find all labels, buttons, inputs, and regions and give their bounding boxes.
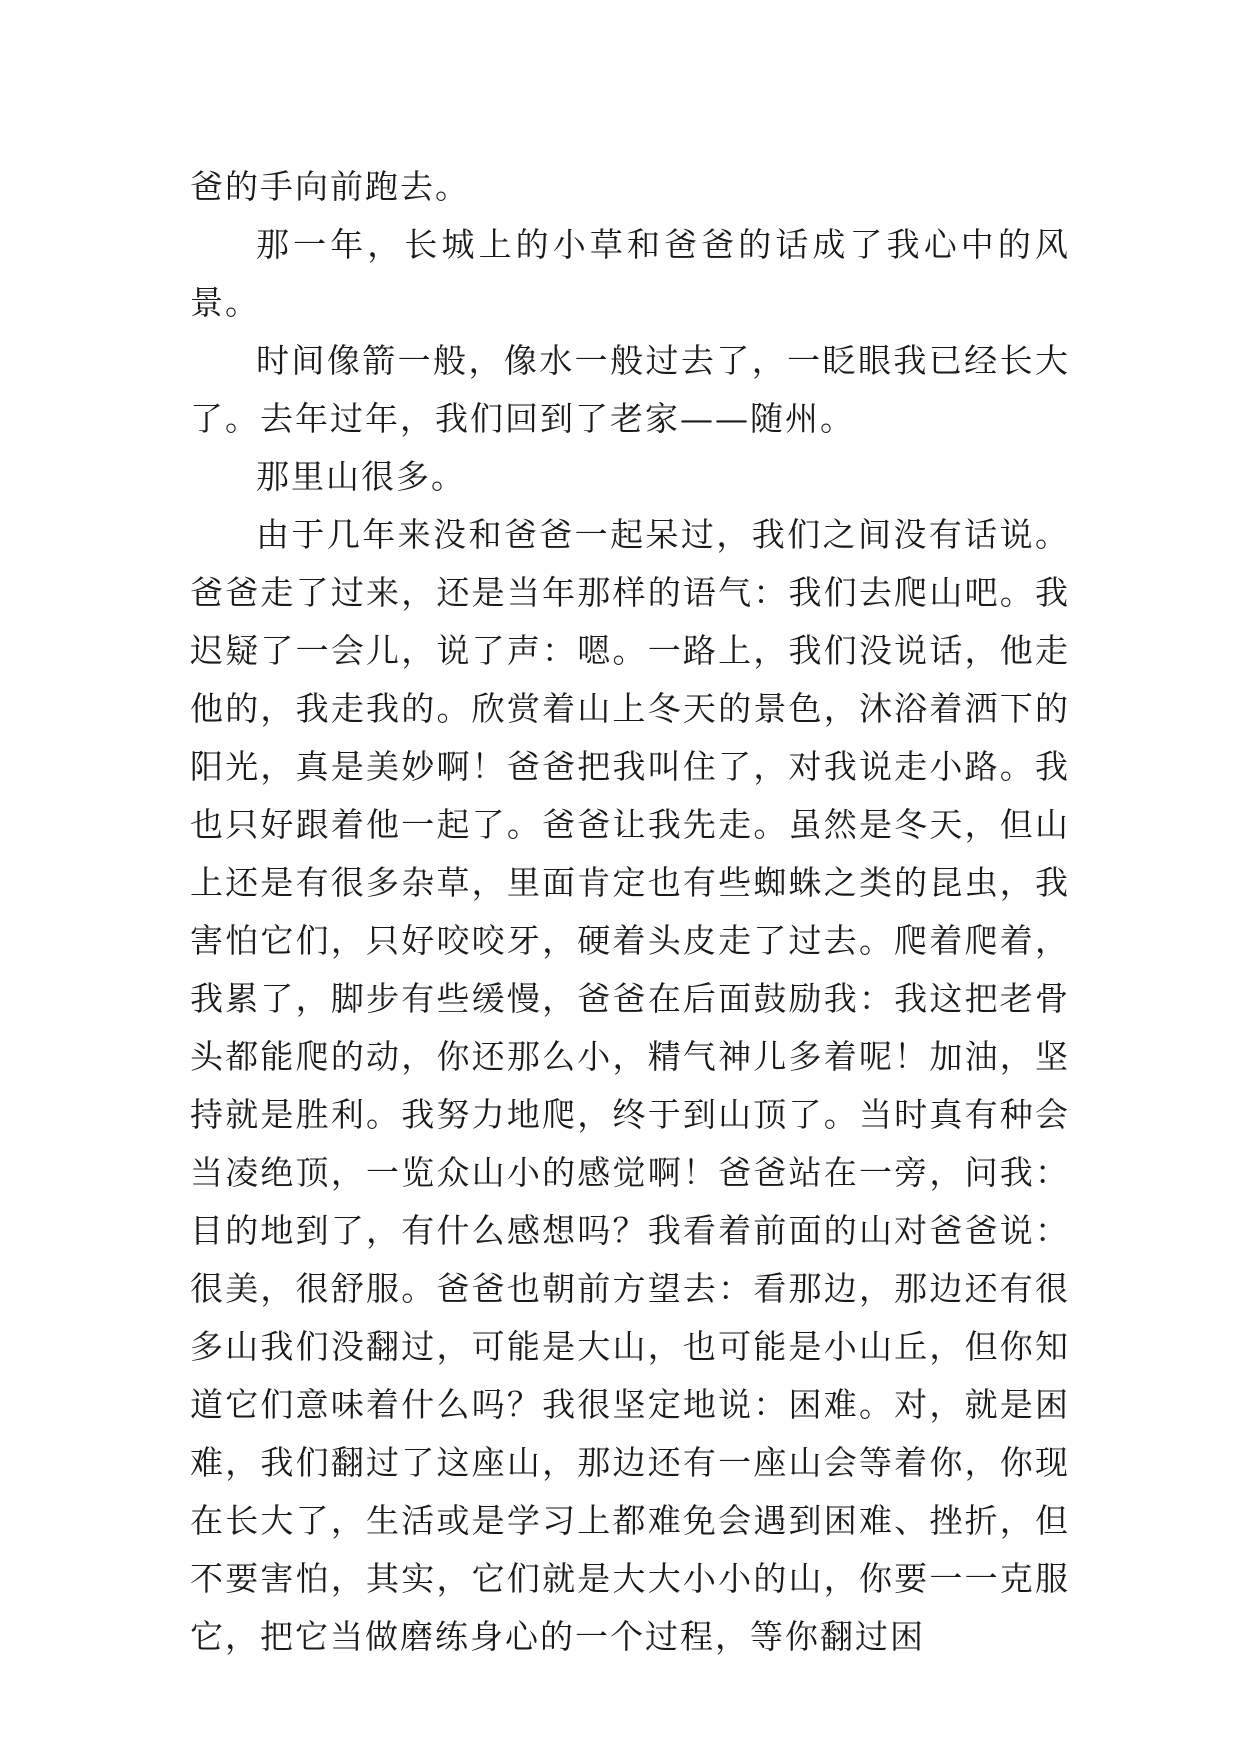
body-text: [190, 158, 1070, 1666]
paragraph-time-passes: 时间像箭一般，像水一般过去了，一眨眼我已经长大了。去年过年，我们回到了老家——随州。: [190, 341, 1070, 438]
paragraph-scenery: 那一年，长城上的小草和爸爸的话成了我心中的风景。: [190, 225, 1070, 322]
paragraph-mountains: 那里山很多。: [256, 457, 466, 496]
paragraph-climbing: 由于几年来没和爸爸一起呆过，我们之间没有话说。爸爸走了过来，还是当年那样的语气：我们去爬山吧。我迟疑了一会儿，说了声：嗯。一路上，我们没说话，他走他的，我走我的。欣赏着山上冬天的景色，沐浴着洒下的阳光，真是美妙啊！爸爸把我叫住了，对我说走小路。我也只好跟着他一起了。爸爸让我先走。虽然是冬天，但山上还是有很多杂草，里面肯定也有些蜘蛛之类的昆虫，我害怕它们，只好咬咬牙，硬着头皮走了过去。爬着爬着，我累了，脚步有些缓慢，爸爸在后面鼓励我：我这把老骨头都能爬的动，你还那么小，精气神儿多着呢！加油，坚持就是胜利。我努力地爬，终于到山顶了。当时真有种会当凌绝顶，一览众山小的感觉啊！爸爸站在一旁，问我：目的地到了，有什么感想吗？我看着前面的山对爸爸说：很美，很舒服。爸爸也朝前方望去：看那边，那边还有很多山我们没翻过，可能是大山，也可能是小山丘，但你知道它们意味着什么吗？我很坚定地说：困难。对，就是困难，我们翻过了这座山，那边还有一座山会等着你，你现在长大了，生活或是学习上都难免会遇到困难、挫折，但不要害怕，其实，它们就是大大小小的山，你要一一克服它，把它当做磨练身心的一个过程，等你翻过困: [190, 515, 1070, 1656]
paragraph-continuation: 爸的手向前跑去。: [190, 167, 470, 206]
